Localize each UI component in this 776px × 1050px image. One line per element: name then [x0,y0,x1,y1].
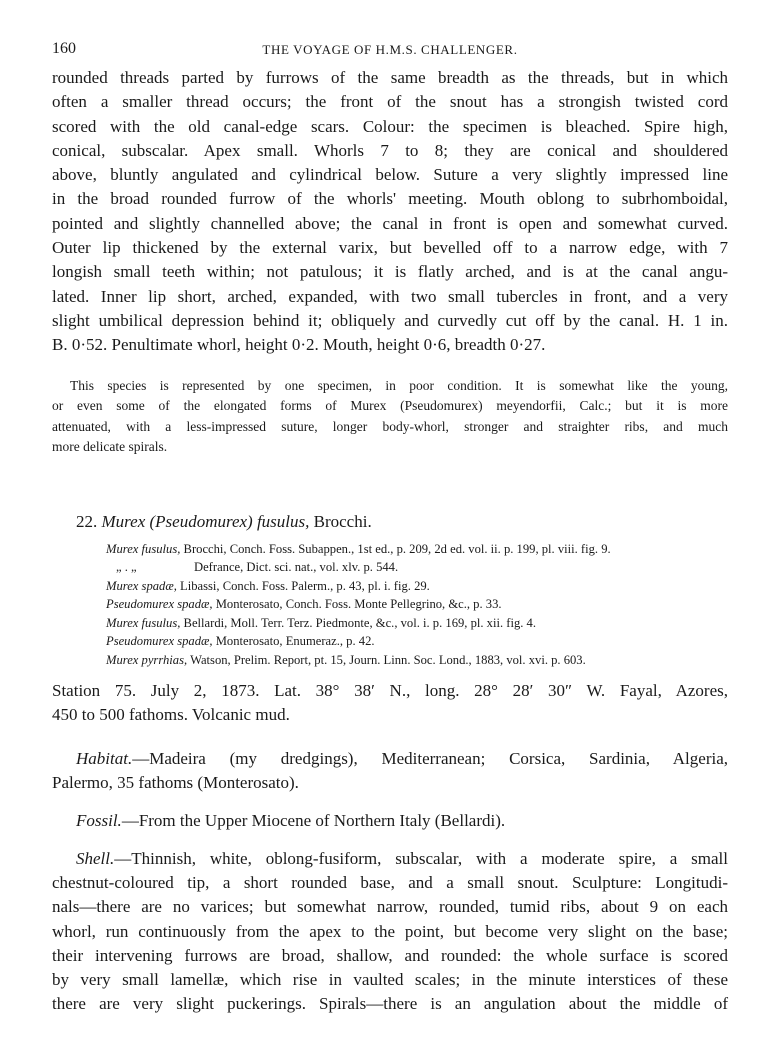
station-record [52,679,728,727]
synonym-name: Pseudomurex spadæ, [106,597,213,612]
synonymy-entry [106,595,728,614]
synonymy-list [52,540,728,670]
synonymy-entry [106,632,728,651]
fossil-label: Fossil. [76,811,122,831]
shell-line: chestnut-coloured tip, a short rounded base, and a small snout. Sculpture: Longitudi- [52,873,728,893]
shell-text: —Thinnish, white, oblong-fusiform, subscalar, with a moderate spire, a small [114,849,728,869]
habitat-text: —Madeira (my dredgings), Mediterranean; Corsica, Sardinia, Algeria, [132,749,728,769]
note-line: or even some of the elongated forms of Murex (Pseudomurex) meyendorfii, Calc.; but it is more [52,398,728,414]
habitat-label: Habitat. [76,749,133,769]
species-description [52,66,728,358]
text-line: longish small teeth within; not patulous; it is flatly arched, and is at the canal angu- [52,262,728,282]
shell-line: their intervening furrows are broad, shallow, and rounded: the whole surface is scored [52,945,728,965]
fossil-section [52,809,728,833]
shell-line [52,847,728,871]
note-line: more delicate spirals. [52,439,168,455]
synonym-ref: Monterosato, Conch. Foss. Monte Pellegrino, &c., p. 33. [215,597,502,612]
text-line: lated. Inner lip short, arched, expanded, with two small tubercles in front, and a very [52,286,728,306]
text-line: in the broad rounded furrow of the whorls' meeting. Mouth oblong to subrhomboidal, [52,189,728,209]
species-name: Murex (Pseudomurex) fusulus, [101,511,310,531]
synonym-name: Pseudomurex spadæ, [106,634,213,649]
page-number: 160 [52,40,76,57]
synonym-ref: Brocchi, Conch. Foss. Subappen., 1st ed., p. 209, 2d ed. vol. ii. p. 199, pl. viii. fig. 9. [183,541,611,556]
synonym-name: „ . „ [116,560,137,575]
note-line: attenuated, with a less-impressed suture, longer body-whorl, stronger and straighter ribs, and much [52,418,728,434]
note-line: This species is represented by one specimen, in poor condition. It is somewhat like the young, [70,377,728,393]
habitat-line [52,747,728,771]
text-line: rounded threads parted by furrows of the same breadth as the threads, but in which [52,68,728,87]
fossil-text: —From the Upper Miocene of Northern Italy (Bellardi). [121,811,506,831]
synonym-name: Murex spadæ, [106,578,177,593]
text-line: Outer lip thickened by the external varix, but bevelled off to a narrow edge, with 7 [52,238,728,258]
synonym-name: Murex pyrrhias, [106,652,188,667]
synonym-ref: Monterosato, Enumeraz., p. 42. [215,634,375,649]
species-number: 22. [76,511,98,531]
synonym-name: Murex fusulus, [106,541,181,556]
shell-line: by very small lamellæ, which rise in vaulted scales; in the minute interstices of these [52,970,728,990]
synonymy-entry [106,651,728,670]
synonym-ref: Defrance, Dict. sci. nat., vol. xlv. p. 544. [194,560,399,575]
text-line: scored with the old canal-edge scars. Colour: the specimen is bleached. Spire high, [52,116,728,136]
synonym-ref: Watson, Prelim. Report, pt. 15, Journ. Linn. Soc. Lond., 1883, vol. xvi. p. 603. [190,652,586,667]
text-line: slight umbilical depression behind it; obliquely and curvedly cut off by the canal. H. 1 in. [52,310,728,330]
synonymy-entry [106,577,728,596]
synonym-name: Murex fusulus, [106,615,181,630]
text-line: pointed and slightly channelled above; the canal in front is open and somewhat curved. [52,213,728,233]
station-line: Station 75. July 2, 1873. Lat. 38° 38′ N., long. 28° 28′ 30″ W. Fayal, Azores, [52,681,728,701]
species-author: Brocchi. [313,511,372,531]
text-line: B. 0·52. Penultimate whorl, height 0·2. Mouth, height 0·6, breadth 0·27. [52,335,546,355]
shell-description [52,847,728,1016]
synonymy-entry [106,614,728,633]
fossil-line [52,809,728,833]
text-line: above, bluntly angulated and cylindrical below. Suture a very slightly impressed line [52,165,728,185]
text-line: conical, subscalar. Apex small. Whorls 7 to 8; they are conical and shouldered [52,140,728,160]
shell-line: whorl, run continuously from the apex to the point, but become very slight on the base; [52,921,728,941]
habitat-line: Palermo, 35 fathoms (Monterosato). [52,773,299,793]
synonymy-entry [106,558,728,577]
text-line: often a smaller thread occurs; the front of the snout has a strongish twisted cord [52,92,728,112]
species-heading [52,512,728,532]
page-header [52,40,728,66]
synonym-ref: Bellardi, Moll. Terr. Terz. Piedmonte, &c., vol. i. p. 169, pl. xii. fig. 4. [183,615,536,630]
habitat-section [52,747,728,795]
remarks-note [52,376,728,458]
synonymy-entry [106,540,728,559]
station-line: 450 to 500 fathoms. Volcanic mud. [52,705,290,725]
page [52,40,728,1016]
shell-label: Shell. [76,849,115,869]
synonym-ref: Libassi, Conch. Foss. Palerm., p. 43, pl. i. fig. 29. [180,578,430,593]
running-title: THE VOYAGE OF H.M.S. CHALLENGER. [262,42,518,57]
shell-line: there are very slight puckerings. Spirals—there is an angulation about the middle of [52,994,728,1014]
shell-line: nals—there are no varices; but somewhat narrow, rounded, tumid ribs, about 9 on each [52,897,728,917]
